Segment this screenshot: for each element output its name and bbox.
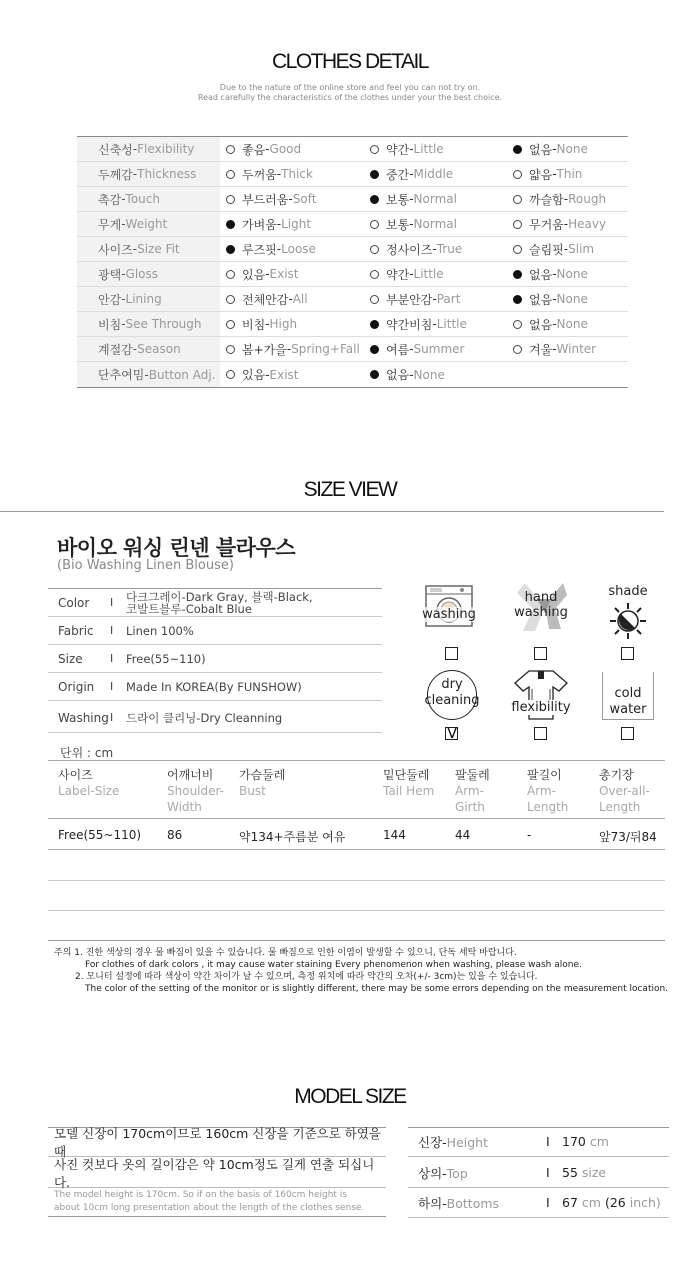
empty-circle-icon: [226, 370, 235, 379]
info-row-washing: Washing I 드라이 클리닝-Dry Cleanning: [48, 703, 382, 733]
detail-option: 여름 - Summer: [370, 337, 464, 361]
filled-circle-icon: [370, 320, 379, 329]
detail-option: 부드러움 - Soft: [226, 187, 316, 211]
detail-row: [77, 312, 628, 337]
model-size-title: MODEL SIZE: [294, 1085, 406, 1108]
filled-circle-icon: [370, 345, 379, 354]
detail-row-label: 광택 - Gloss: [77, 262, 220, 286]
size-value: 86: [167, 828, 183, 842]
empty-circle-icon: [226, 270, 235, 279]
detail-option: 약간비침 - Little: [370, 312, 467, 336]
model-row: 신장-Height I 170 cm: [408, 1127, 669, 1157]
filled-circle-icon: [513, 295, 522, 304]
checkbox-cold-water: [621, 727, 634, 740]
size-header-border: [48, 818, 665, 819]
filled-circle-icon: [370, 170, 379, 179]
checkbox-shade: [621, 647, 634, 660]
size-header: 총기장 Over-all- Length: [599, 768, 650, 814]
clothes-detail-title: CLOTHES DETAIL: [272, 50, 428, 73]
size-table-bottom: [48, 940, 665, 941]
empty-circle-icon: [370, 245, 379, 254]
detail-row: [77, 362, 628, 387]
care-label-flexibility: flexibility: [506, 700, 576, 715]
empty-circle-icon: [513, 320, 522, 329]
check-mark: V: [447, 724, 458, 742]
size-header: 가슴둘레 Bust: [239, 768, 286, 798]
detail-row-label: 계절감 - Season: [77, 337, 220, 361]
notice-line-2: Read carefully the characteristics of the clothes under your the best choice.: [197, 93, 503, 102]
size-row-border: [48, 849, 665, 850]
info-row-origin: Origin I Made In KOREA(By FUNSHOW): [48, 673, 382, 701]
empty-circle-icon: [370, 145, 379, 154]
detail-option: 까슬함 - Rough: [513, 187, 606, 211]
detail-row-label: 안감 - Lining: [77, 287, 220, 311]
size-value: 144: [383, 828, 406, 842]
detail-option: 비침 - High: [226, 312, 297, 336]
empty-circle-icon: [513, 345, 522, 354]
empty-circle-icon: [226, 145, 235, 154]
size-value: Free(55~110): [58, 828, 142, 842]
checkbox-hand-washing: [534, 647, 547, 660]
size-header: 어깨너비 Shoulder- Width: [167, 768, 224, 814]
detail-option: 얇음 - Thin: [513, 162, 582, 186]
empty-circle-icon: [226, 345, 235, 354]
info-row-size: Size I Free(55~110): [48, 645, 382, 673]
empty-circle-icon: [513, 195, 522, 204]
empty-circle-icon: [513, 220, 522, 229]
unit-label: 단위 : cm: [60, 746, 114, 760]
detail-option: 두꺼움 - Thick: [226, 162, 313, 186]
detail-option: 약간 - Little: [370, 137, 444, 161]
clothes-detail-table: [77, 136, 628, 388]
detail-row-label: 무게 - Weight: [77, 212, 220, 236]
filled-circle-icon: [370, 370, 379, 379]
size-header: 밑단둘레 Tail Hem: [383, 768, 435, 798]
size-table-top: [48, 760, 665, 761]
size-header: 사이즈 Label-Size: [58, 768, 120, 798]
detail-row: [77, 212, 628, 237]
empty-circle-icon: [370, 220, 379, 229]
detail-row-label: 단추여밈 - Button Adj.: [77, 362, 220, 387]
empty-circle-icon: [513, 170, 522, 179]
size-header: 팔둘레 Arm- Girth: [455, 768, 490, 814]
care-label-hand-washing: hand washing: [514, 590, 568, 620]
filled-circle-icon: [513, 145, 522, 154]
model-row: 상의-Top I 55 size: [408, 1158, 669, 1188]
empty-circle-icon: [226, 295, 235, 304]
detail-row-label: 비침 - See Through: [77, 312, 220, 336]
detail-option: 약간 - Little: [370, 262, 444, 286]
model-note-1: 모델 신장이 170cm이므로 160cm 신장을 기준으로 하였을때: [48, 1127, 386, 1157]
detail-row: [77, 237, 628, 262]
size-view-title: SIZE VIEW: [303, 478, 397, 501]
size-row-border-2: [48, 880, 665, 881]
detail-option: 없음 - None: [513, 262, 588, 286]
detail-option: 겨울 - Winter: [513, 337, 596, 361]
model-note-2: 사진 컷보다 옷의 길이감은 약 10cm정도 길게 연출 되십니다.: [48, 1158, 386, 1188]
detail-row: [77, 287, 628, 312]
model-row: 하의-Bottoms I 67 cm (26 inch): [408, 1188, 669, 1218]
detail-option: 좋음 - Good: [226, 137, 301, 161]
filled-circle-icon: [226, 220, 235, 229]
note-2: 2. 모니터 설정에 따라 색상이 약간 차이가 날 수 있으며, 측정 위치에 따라 약간의 오차(+/- 3cm)는 있을 수 있습니다.: [75, 972, 538, 982]
care-label-washing: washing: [414, 607, 484, 622]
filled-circle-icon: [513, 270, 522, 279]
care-label-cold-water: cold water: [609, 686, 647, 717]
detail-option: 있음 - Exist: [226, 262, 299, 286]
detail-option: 슬림핏 - Slim: [513, 237, 594, 261]
info-row-color: Color I 다크그레이-Dark Gray, 블랙-Black, 코발트블루-Cobalt Blue: [48, 589, 382, 617]
filled-circle-icon: [226, 245, 235, 254]
empty-circle-icon: [370, 270, 379, 279]
divider: [0, 511, 664, 512]
care-label-dry-cleaning: dry cleaning: [424, 677, 480, 708]
detail-option: 전체안감 - All: [226, 287, 308, 311]
detail-row-label: 신축성 - Flexibility: [77, 137, 220, 161]
empty-circle-icon: [370, 295, 379, 304]
empty-circle-icon: [226, 320, 235, 329]
detail-option: 봄+가을 - Spring+Fall: [226, 337, 360, 361]
notice-line-1: Due to the nature of the online store and feel you can not try on.: [219, 83, 481, 92]
detail-row: [77, 262, 628, 287]
detail-option: 루즈핏 - Loose: [226, 237, 316, 261]
model-left-bottom: [48, 1216, 386, 1217]
detail-option: 무거움 - Heavy: [513, 212, 606, 236]
detail-row-label: 사이즈 - Size Fit: [77, 237, 220, 261]
filled-circle-icon: [370, 195, 379, 204]
empty-circle-icon: [226, 195, 235, 204]
empty-circle-icon: [513, 245, 522, 254]
detail-row: [77, 162, 628, 187]
detail-option: 부분안감 - Part: [370, 287, 460, 311]
checkbox-dry-cleaning: [445, 724, 458, 742]
checkbox-washing: [445, 647, 458, 660]
detail-option: 없음 - None: [513, 137, 588, 161]
info-row-fabric: Fabric I Linen 100%: [48, 617, 382, 645]
note-1: 주의 1. 진한 색상의 경우 물 빠짐이 있을 수 있습니다. 물 빠짐으로 인한 이염이 발생할 수 있으니, 단독 세탁 바랍니다.: [54, 948, 517, 958]
size-value: 앞73/뒤84: [599, 830, 657, 844]
empty-circle-icon: [226, 170, 235, 179]
product-title: 바이오 워싱 린넨 블라우스: [57, 536, 296, 560]
detail-row: [77, 137, 628, 162]
care-label-shade: shade: [608, 584, 648, 599]
detail-option: 중간 - Middle: [370, 162, 453, 186]
checkbox-flexibility: [534, 727, 547, 740]
note-1-en: For clothes of dark colors , it may cause water staining Every phenomenon when washing, please wash alone.: [85, 960, 582, 970]
detail-option: 없음 - None: [513, 287, 588, 311]
size-header: 팔길이 Arm- Length: [527, 768, 569, 814]
detail-option: 없음 - None: [513, 312, 588, 336]
detail-option: 가벼움 - Light: [226, 212, 311, 236]
product-subtitle: (Bio Washing Linen Blouse): [57, 558, 234, 573]
size-value: 약134+주름분 여유: [239, 830, 346, 844]
model-note-en: The model height is 170cm. So if on the basis of 160cm height is about 10cm long presentation about the length of the clothes sense.: [54, 1190, 365, 1213]
detail-row: [77, 337, 628, 362]
detail-option: 없음 - None: [370, 362, 445, 387]
detail-option: 보통 - Normal: [370, 187, 457, 211]
detail-row: [77, 187, 628, 212]
size-value: 44: [455, 828, 471, 842]
sun-shade-icon: [608, 601, 648, 641]
detail-row-label: 촉감 - Touch: [77, 187, 220, 211]
note-2-en: The color of the setting of the monitor or is slightly different, there may be some errors depending on the measurement location.: [85, 984, 669, 994]
detail-option: 보통 - Normal: [370, 212, 457, 236]
size-row-border-3: [48, 910, 665, 911]
detail-option: 정사이즈 - True: [370, 237, 462, 261]
size-value: -: [527, 828, 532, 842]
detail-row-label: 두께감 - Thickness: [77, 162, 220, 186]
detail-option: 있음 - Exist: [226, 362, 299, 387]
